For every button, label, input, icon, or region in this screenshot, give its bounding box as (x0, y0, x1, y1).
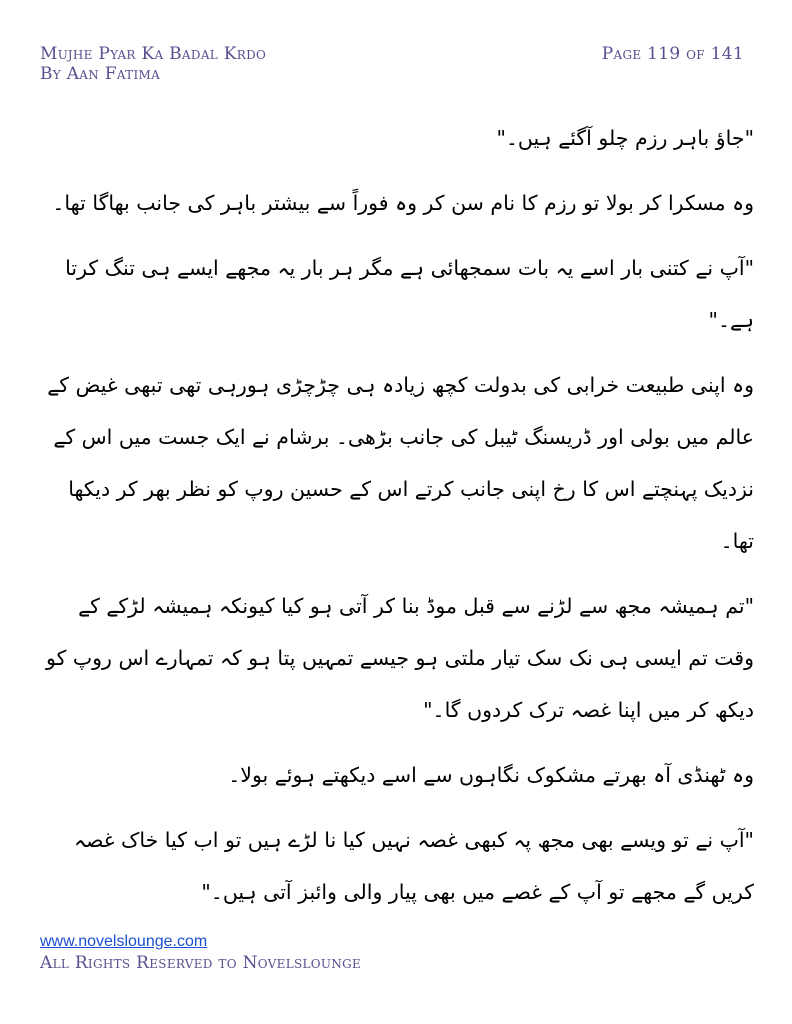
paragraph: "جاؤ باہر رزم چلو آگئے ہیں۔" (496, 126, 754, 150)
page-footer (40, 932, 361, 974)
author-name: By Aan Fatima (40, 64, 161, 84)
story-text (40, 112, 754, 931)
paragraph: "تم ہمیشہ مجھ سے لڑنے سے قبل موڈ بنا کر آتی ہو کیا کیونکہ ہمیشہ لڑکے کے وقت تم ایسی ہی نک سک تیار ملتی ہو جیسے تمہیں پتا ہو کہ تمہارے اس روپ کو دیکھ کر میں اپنا غصہ ترک کردوں گا۔" (45, 594, 754, 722)
paragraph: وہ ٹھنڈی آہ بھرتے مشکوک نگاہوں سے اسے دیکھتے ہوئے بولا۔ (228, 763, 754, 787)
page-number: Page 119 of 141 (601, 44, 744, 64)
novel-title: Mujhe Pyar Ka Badal Krdo (40, 44, 267, 64)
paragraph: "آپ نے تو ویسے بھی مجھ پہ کبھی غصہ نہیں کیا نا لڑے ہیں تو اب کیا خاک غصہ کریں گے مجھے تو آپ کے غصے میں بھی پیار والی وائبز آتی ہیں۔" (73, 828, 754, 904)
paragraph: وہ مسکرا کر بولا تو رزم کا نام سن کر وہ فوراً سے بیشتر باہر کی جانب بھاگا تھا۔ (52, 191, 754, 215)
header-left (40, 44, 370, 84)
website-link[interactable]: www.novelslounge.com (40, 933, 208, 950)
paragraph: وہ اپنی طبیعت خرابی کی بدولت کچھ زیادہ ہی چڑچڑی ہورہی تھی تبھی غیض کے عالم میں بولی اور ڈریسنگ ٹیبل کی جانب بڑھی۔ برشام نے ایک جست میں اس کے نزدیک پہنچتے اس کا رخ اپنی جانب کرتے اس کے حسین روپ کو نظر بھر کر دیکھا تھا۔ (47, 373, 754, 553)
rights-notice: All Rights Reserved to Novelslounge (40, 953, 362, 973)
paragraph: "آپ نے کتنی بار اسے یہ بات سمجھائی ہے مگر ہر بار یہ مجھے ایسے ہی تنگ کرتا ہے۔" (65, 256, 754, 332)
